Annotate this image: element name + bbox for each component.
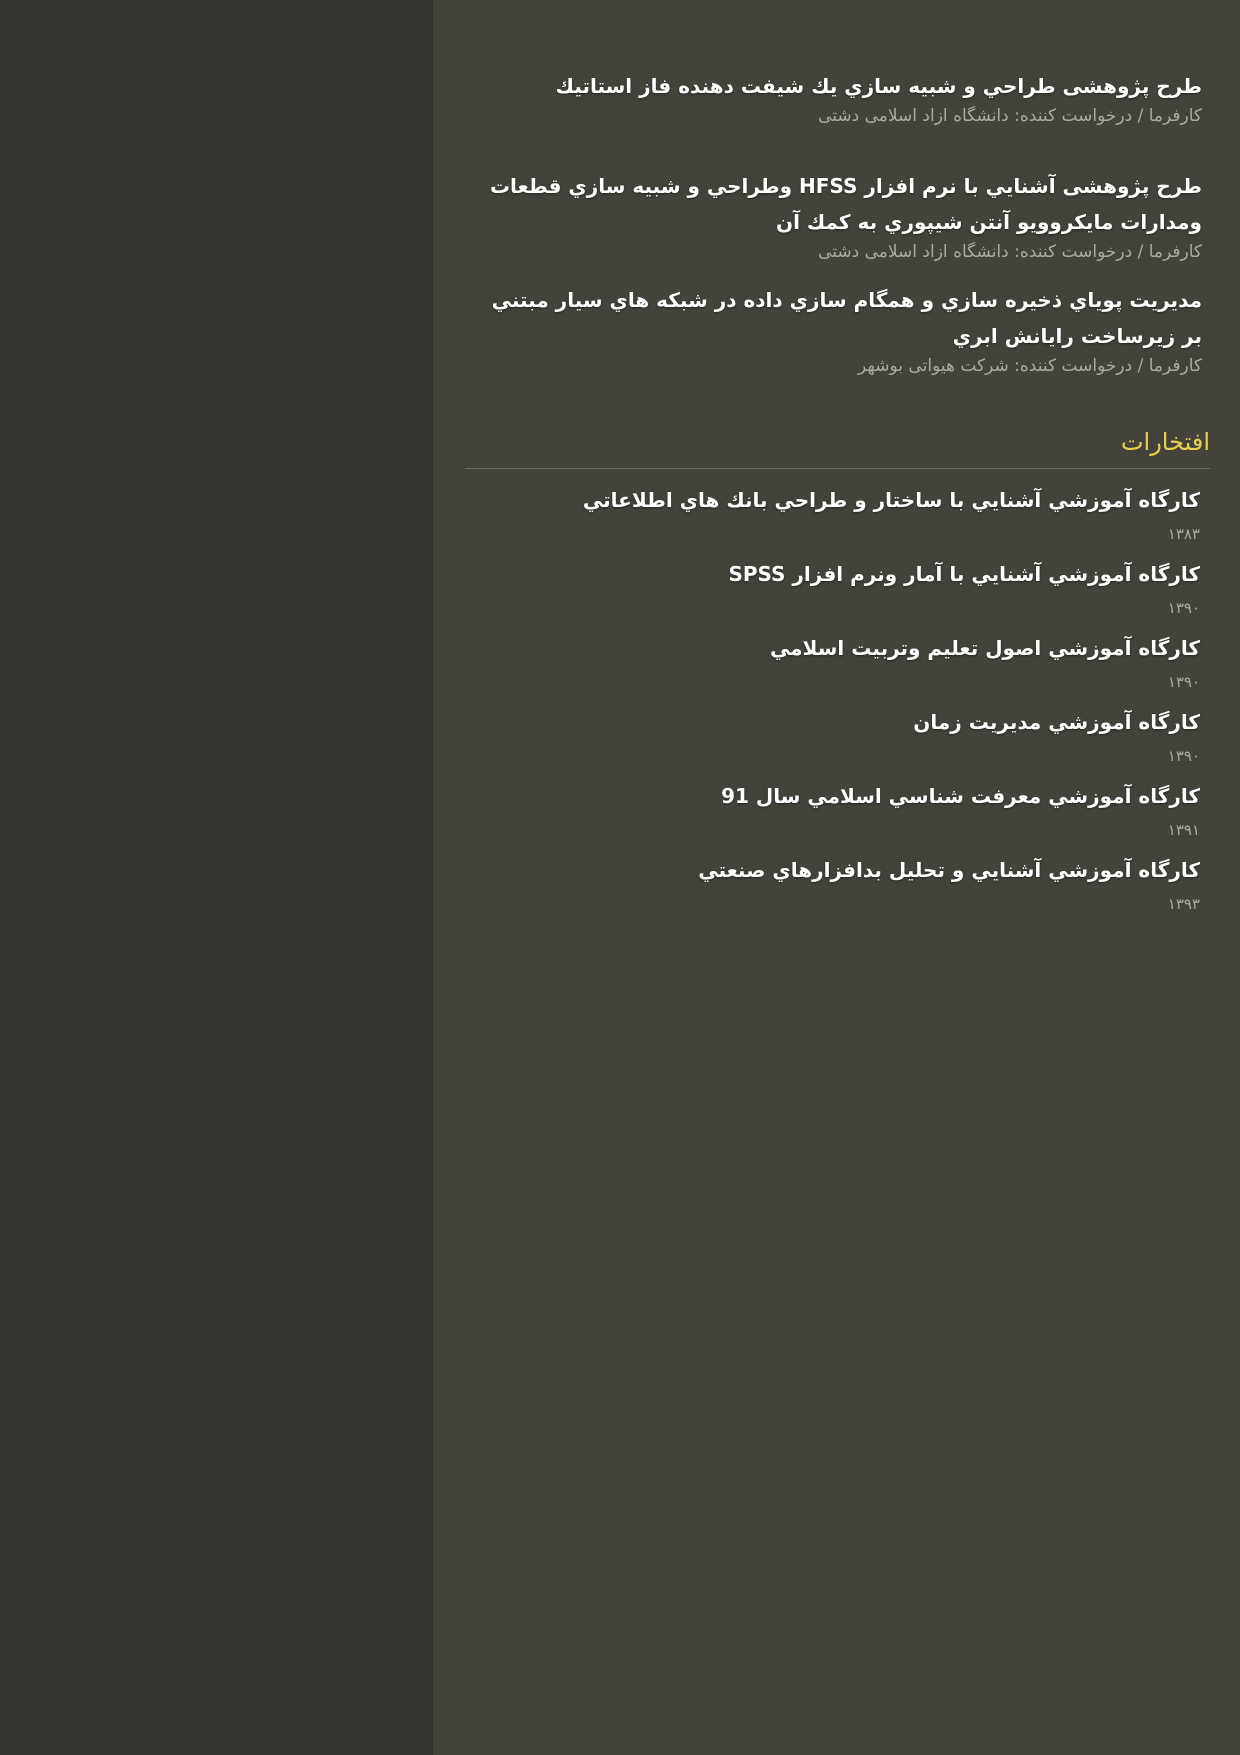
honor-year: ۱۳۸۳ <box>1167 525 1200 543</box>
honor-year: ۱۳۹۰ <box>1167 673 1200 691</box>
project-client: کارفرما / درخواست کننده: شرکت هیواتی بوشهر <box>858 356 1202 376</box>
honor-item <box>465 557 1210 625</box>
honors-heading: افتخارات <box>465 424 1210 469</box>
honor-item <box>465 631 1210 699</box>
honor-year: ۱۳۹۰ <box>1167 599 1200 617</box>
honor-item <box>465 483 1210 551</box>
honor-title: كارگاه آموزشي اصول تعليم وتربيت اسلامي <box>769 636 1200 660</box>
project-title: مديريت پوياي ذخيره سازي و همگام سازي داده در شبكه هاي سيار مبتني بر زيرساخت رايانش ابري <box>491 288 1202 348</box>
honor-year: ۱۳۹۱ <box>1167 821 1200 839</box>
project-item <box>465 282 1210 378</box>
project-client: کارفرما / درخواست کننده: دانشگاه ازاد اسلامی دشتی <box>818 242 1202 262</box>
honor-title: كارگاه آموزشي معرفت شناسي اسلامي سال 91 <box>721 784 1200 808</box>
project-title: طرح پژوهشی طراحي و شبيه سازي يك شيفت دهنده فاز استاتيك <box>555 74 1202 98</box>
project-client: کارفرما / درخواست کننده: دانشگاه ازاد اسلامی دشتی <box>818 106 1202 126</box>
project-item <box>465 68 1210 128</box>
honor-title: كارگاه آموزشي آشنايي و تحليل بدافزارهاي صنعتي <box>698 858 1200 882</box>
honor-year: ۱۳۹۰ <box>1167 747 1200 765</box>
honor-item <box>465 853 1210 921</box>
honor-item <box>465 779 1210 847</box>
main-panel <box>433 0 1240 1755</box>
honor-title: كارگاه آموزشي آشنايي با ساختار و طراحي بانك هاي اطلاعاتي <box>582 488 1200 512</box>
honor-year: ۱۳۹۳ <box>1167 895 1200 913</box>
content-column <box>465 68 1210 927</box>
project-item <box>465 168 1210 264</box>
honor-item <box>465 705 1210 773</box>
project-title: طرح پژوهشی آشنايي با نرم افزار HFSS وطراحي و شبيه سازي قطعات ومدارات مايكروويو آنتن شيپوري به كمك آن <box>489 174 1202 234</box>
honor-title: كارگاه آموزشي آشنايي با آمار ونرم افزار SPSS <box>728 562 1200 586</box>
honor-title: كارگاه آموزشي مديريت زمان <box>913 710 1200 734</box>
sidebar-panel <box>0 0 433 1755</box>
